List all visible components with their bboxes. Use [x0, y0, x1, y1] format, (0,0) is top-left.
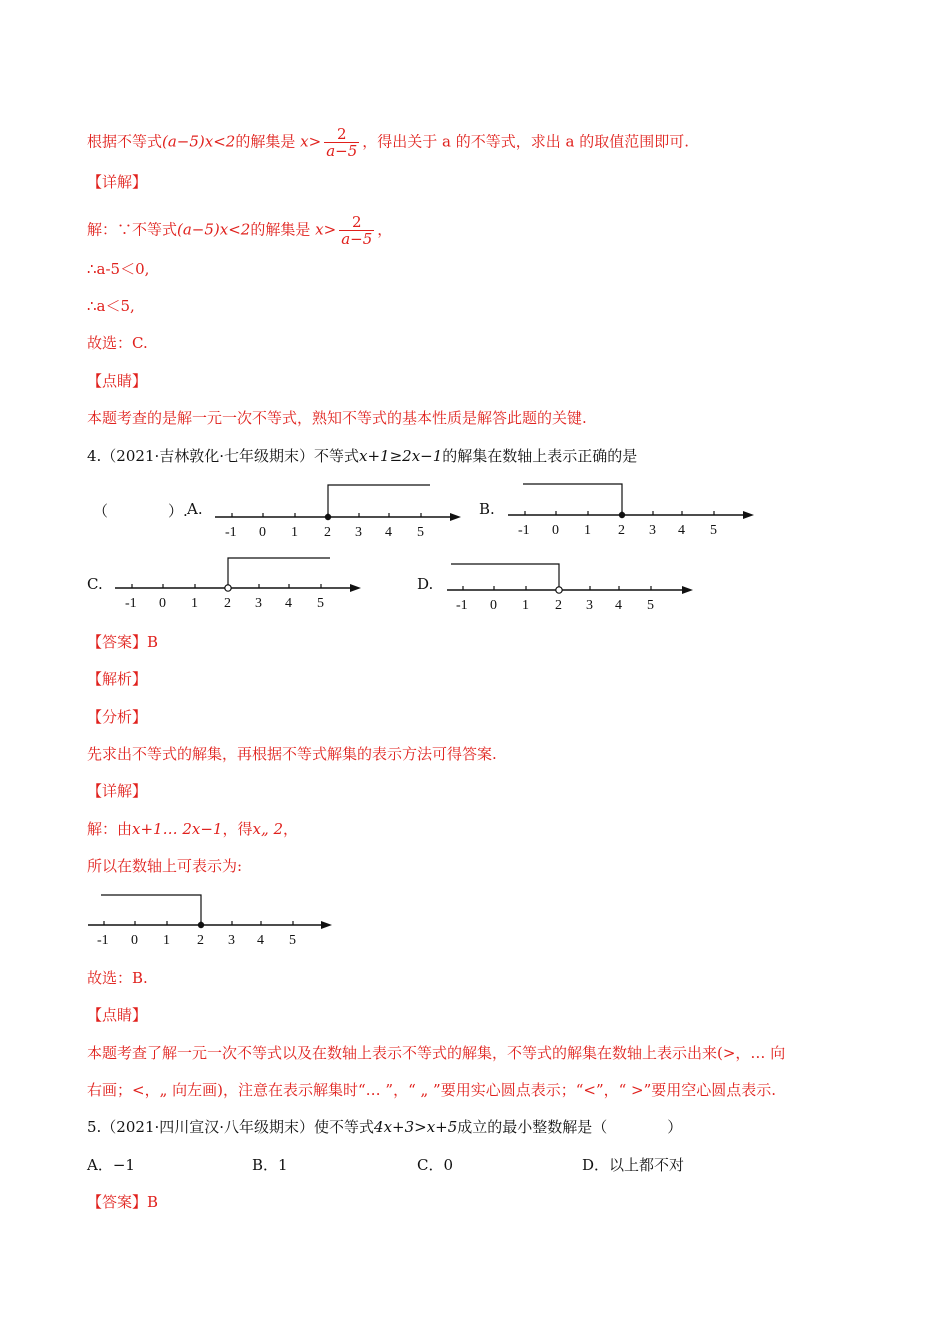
tick-label: 1 — [584, 523, 591, 538]
tick-label: 2 — [224, 596, 231, 611]
hollow-dot — [225, 585, 231, 591]
solution-comma: ， — [377, 220, 393, 239]
tick-label: 1 — [522, 598, 529, 613]
q5-stem-b: 成立的最小整数解是（ ） — [457, 1118, 683, 1136]
solution-inequality: (a−5)x<2 — [177, 220, 251, 239]
comment-heading-2: 【点睛】 — [87, 1006, 148, 1024]
solution-text-b: 的解集是 — [250, 220, 311, 239]
tick-label: 4 — [257, 933, 264, 948]
solution-number-line — [88, 888, 338, 953]
option-a-label: A. — [187, 500, 203, 518]
tick-label: 0 — [552, 523, 559, 538]
solution2-math-2: x„ 2 — [252, 820, 284, 838]
tick-label: 4 — [285, 596, 292, 611]
solution-bracket — [228, 558, 330, 585]
tick-label: 2 — [618, 523, 625, 538]
tick-label: -1 — [456, 598, 468, 613]
number-line-c — [115, 552, 365, 617]
comment-heading-1: 【点睛】 — [87, 372, 148, 390]
axis-arrow-icon — [321, 921, 332, 929]
step-line-2: ∴a＜5, — [87, 297, 135, 315]
tick-label: 2 — [555, 598, 562, 613]
q5-option-b: B．1 — [252, 1156, 288, 1174]
solution2-text-c: ， — [283, 820, 299, 838]
fraction-denominator: a−5 — [326, 142, 358, 160]
q4-stem-math: x+1≥2x−1 — [359, 447, 443, 465]
analysis-subheading: 【分析】 — [87, 708, 148, 726]
tick-label: 3 — [649, 523, 656, 538]
solution2-text-a: 解：由 — [87, 820, 133, 838]
tick-label: -1 — [125, 596, 137, 611]
q4-stem-b: 的解集在数轴上表示正确的是 — [442, 447, 638, 465]
tick-label: 0 — [131, 933, 138, 948]
hint-text-c: ，得出关于 a 的不等式，求出 a 的取值范围即可. — [362, 132, 689, 151]
solution-fraction — [339, 214, 374, 247]
detail-heading-2: 【详解】 — [87, 782, 148, 800]
number-line-b — [508, 478, 758, 543]
solution-x-gt: x> — [315, 220, 337, 239]
option-c-label: C. — [87, 575, 103, 593]
q5-stem-a: 5.（2021·四川宣汉·八年级期末）使不等式 — [87, 1118, 375, 1136]
analysis-heading: 【解析】 — [87, 670, 148, 688]
analysis-text: 先求出不等式的解集，再根据不等式解集的表示方法可得答案. — [87, 745, 497, 763]
solution2-math-1: x+1… 2x−1 — [132, 820, 223, 838]
tick-label: 4 — [385, 525, 392, 540]
axis-arrow-icon — [350, 584, 361, 592]
number-line-d — [447, 552, 697, 617]
choice-line-1: 故选：C. — [87, 334, 148, 352]
hint-line — [87, 126, 689, 159]
solution-bracket — [523, 484, 622, 515]
tick-label: 4 — [615, 598, 622, 613]
axis-arrow-icon — [450, 513, 461, 521]
tick-label: 3 — [228, 933, 235, 948]
hint-text-b: 的解集是 — [235, 132, 296, 151]
solid-dot — [198, 922, 204, 928]
tick-label: 1 — [191, 596, 198, 611]
hint-inequality: (a−5)x<2 — [162, 132, 236, 151]
tick-label: 1 — [291, 525, 298, 540]
question-5-stem — [87, 1116, 682, 1138]
tick-label: 2 — [197, 933, 204, 948]
tick-label: -1 — [518, 523, 530, 538]
step-line-1: ∴a-5＜0, — [87, 260, 150, 278]
tick-label: 3 — [355, 525, 362, 540]
solid-dot — [619, 512, 625, 518]
tick-label: 4 — [678, 523, 685, 538]
answer-line-5: 【答案】B — [87, 1193, 159, 1211]
q5-option-c: C．0 — [417, 1156, 454, 1174]
fraction-numerator: 2 — [339, 214, 374, 231]
q5-option-d: D．以上都不对 — [582, 1156, 685, 1174]
answer-line-4: 【答案】B — [87, 633, 159, 651]
comment-line-2a: 本题考查了解一元一次不等式以及在数轴上表示不等式的解集，不等式的解集在数轴上表示出来(>，… 向 — [87, 1044, 786, 1062]
axis-arrow-icon — [682, 586, 693, 594]
tick-label: 2 — [324, 525, 331, 540]
tick-label: 0 — [159, 596, 166, 611]
solid-dot — [325, 514, 331, 520]
choice-line-2: 故选：B. — [87, 969, 148, 987]
tick-label: 5 — [647, 598, 654, 613]
hollow-dot — [556, 587, 562, 593]
hint-fraction — [324, 126, 359, 159]
axis-arrow-icon — [743, 511, 754, 519]
tick-label: 1 — [163, 933, 170, 948]
q4-paren: （ ）. — [93, 502, 188, 520]
solution-bracket — [451, 564, 559, 587]
number-line-a — [215, 478, 465, 543]
tick-label: 5 — [289, 933, 296, 948]
solution-line-1 — [87, 214, 392, 247]
tick-label: 3 — [586, 598, 593, 613]
question-4-stem — [87, 445, 637, 467]
q5-stem-math: 4x+3>x+5 — [374, 1118, 458, 1136]
comment-line-2b: 右画；<，„ 向左画)，注意在表示解集时“… ”，“ „ ”要用实心圆点表示；“<”，“ >”要用空心圆点表示. — [87, 1081, 777, 1099]
fraction-numerator: 2 — [324, 126, 359, 143]
solution-bracket — [101, 895, 201, 925]
tick-label: 5 — [710, 523, 717, 538]
solution-bracket — [328, 485, 430, 517]
comment-line-1: 本题考查的是解一元一次不等式，熟知不等式的基本性质是解答此题的关键. — [87, 409, 587, 427]
solution-text-a: 解：∵不等式 — [87, 220, 178, 239]
option-d-label: D. — [417, 575, 434, 593]
axis-intro-line: 所以在数轴上可表示为: — [87, 857, 243, 875]
tick-label: 3 — [255, 596, 262, 611]
tick-label: 5 — [417, 525, 424, 540]
tick-label: -1 — [97, 933, 109, 948]
tick-label: 0 — [490, 598, 497, 613]
detail-heading-1: 【详解】 — [87, 173, 148, 191]
option-b-label: B. — [479, 500, 495, 518]
fraction-denominator: a−5 — [341, 230, 373, 248]
tick-label: -1 — [225, 525, 237, 540]
solution2-text-b: ，得 — [222, 820, 253, 838]
q4-stem-a: 4.（2021·吉林敦化·七年级期末）不等式 — [87, 447, 360, 465]
tick-label: 0 — [259, 525, 266, 540]
hint-text-a: 根据不等式 — [87, 132, 163, 151]
q5-option-a: A．−1 — [87, 1156, 135, 1174]
tick-label: 5 — [317, 596, 324, 611]
hint-x-gt: x> — [300, 132, 322, 151]
solution-line-2 — [87, 818, 298, 840]
